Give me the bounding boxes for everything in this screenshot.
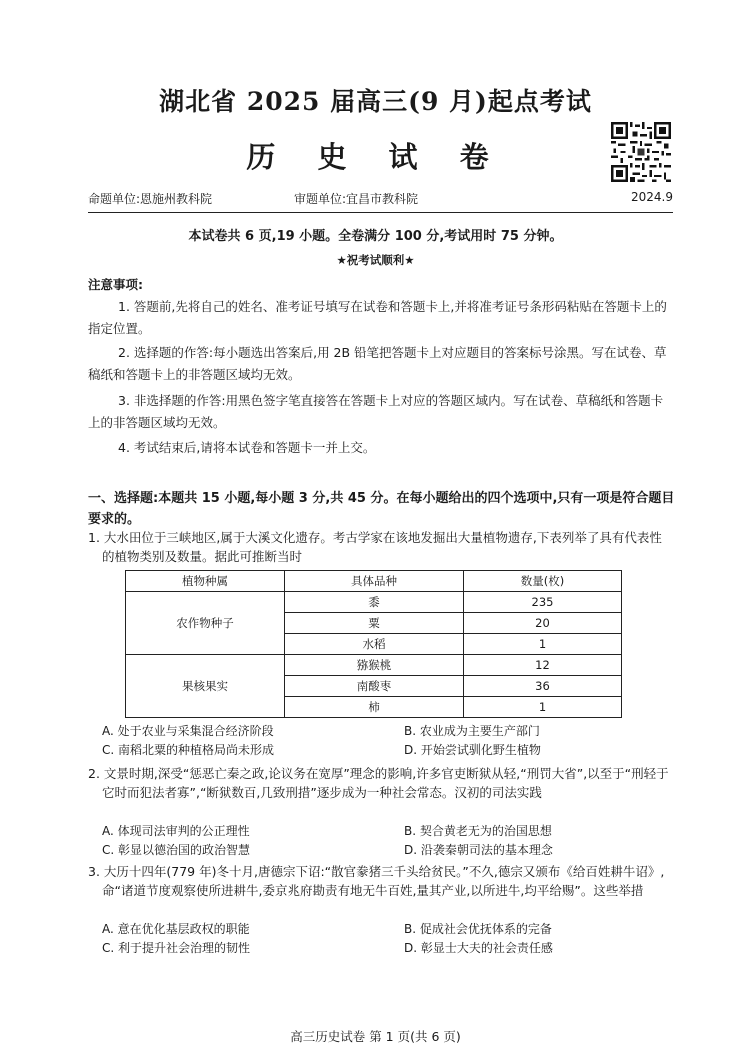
- review-unit: 审题单位:宜昌市教科院: [294, 192, 419, 206]
- exam-meta-row: [88, 190, 673, 210]
- table-header-cell: 植物种属: [126, 571, 285, 592]
- notice-item-2: 2. 选择题的作答:每小题选出答案后,用 2B 铅笔把答题卡上对应题目的答案标号涂黑。写在试卷、草稿纸和答题卡上的非答题区域均无效。: [88, 345, 667, 382]
- table-category-cell: 果核果实: [126, 655, 285, 718]
- option-a: A. 体现司法审判的公正理性: [102, 824, 250, 838]
- qr-code-icon: [611, 122, 671, 182]
- table-row: [126, 655, 622, 676]
- exam-summary: 本试卷共 6 页,19 小题。全卷满分 100 分,考试用时 75 分钟。: [188, 229, 563, 244]
- page-footer: 高三历史试卷 第 1 页(共 6 页): [290, 1029, 461, 1044]
- exam-title: 湖北省 2025 届高三(9 月)起点考试: [159, 87, 592, 116]
- option-a: A. 意在优化基层政权的职能: [102, 922, 250, 936]
- table-cell: 水稻: [285, 634, 464, 655]
- question-2-stem: 2. 文景时期,深受“惩恶亡秦之政,论议务在宽厚”理念的影响,许多官吏断狱从轻,“刑罚大省”,以至于“刑轻于它时而犯法者寡”,“断狱数百,几致刑措”逐步成为一种社会常态。汉初的司法实践: [88, 766, 669, 800]
- table-cell: 黍: [285, 592, 464, 613]
- option-c: C. 利于提升社会治理的韧性: [102, 941, 251, 955]
- plant-remains-table: [125, 570, 622, 718]
- good-luck-line: ★祝考试顺利★: [336, 253, 415, 267]
- table-cell: 南酸枣: [285, 676, 464, 697]
- notice-item-4: 4. 考试结束后,请将本试卷和答题卡一并上交。: [118, 440, 376, 455]
- question-3-stem: 3. 大历十四年(779 年)冬十月,唐德宗下诏:“散官豢猪三千头给贫民。”不久,德宗又颁布《给百姓耕牛诏》,命“诸道节度观察使所进耕牛,委京兆府勘责有地无牛百姓,量其产业,以所进牛,均平给赐”。这些举措: [88, 864, 665, 898]
- table-cell: 1: [464, 697, 622, 718]
- option-b: B. 促成社会优抚体系的完备: [404, 922, 552, 936]
- header-divider: [88, 212, 673, 213]
- question-1: [88, 528, 673, 566]
- exam-date: 2024.9: [631, 190, 673, 204]
- table-cell: 粟: [285, 613, 464, 634]
- option-d: D. 彰显士大夫的社会责任感: [404, 941, 553, 955]
- table-category-cell: 农作物种子: [126, 592, 285, 655]
- table-cell: 20: [464, 613, 622, 634]
- question-1-stem: 1. 大水田位于三峡地区,属于大溪文化遗存。考古学家在该地发掘出大量植物遗存,下表列举了具有代表性的植物类别及数量。据此可推断当时: [88, 530, 662, 564]
- table-cell: 235: [464, 592, 622, 613]
- option-c: C. 彰显以德治国的政治智慧: [102, 843, 251, 857]
- table-row: [126, 592, 622, 613]
- section-1-title: 一、选择题:本题共 15 小题,每小题 3 分,共 45 分。在每小题给出的四个选项中,只有一项是符合题目要求的。: [88, 491, 675, 527]
- author-unit: 命题单位:恩施州教科院: [88, 192, 213, 206]
- option-c: C. 南稻北粟的种植格局尚未形成: [102, 743, 275, 757]
- option-b: B. 农业成为主要生产部门: [404, 724, 540, 738]
- option-d: D. 开始尝试驯化野生植物: [404, 743, 541, 757]
- question-3: [88, 862, 673, 900]
- option-d: D. 沿袭秦朝司法的基本理念: [404, 843, 553, 857]
- table-header-cell: 具体品种: [285, 571, 464, 592]
- table-cell: 柿: [285, 697, 464, 718]
- table-header-cell: 数量(枚): [464, 571, 622, 592]
- table-cell: 12: [464, 655, 622, 676]
- notice-item-1: 1. 答题前,先将自己的姓名、准考证号填写在试卷和答题卡上,并将准考证号条形码粘贴在答题卡上的指定位置。: [88, 299, 667, 336]
- table-cell: 1: [464, 634, 622, 655]
- exam-subject-title: 历 史 试 卷: [246, 140, 505, 174]
- option-b: B. 契合黄老无为的治国思想: [404, 824, 552, 838]
- table-cell: 猕猴桃: [285, 655, 464, 676]
- option-a: A. 处于农业与采集混合经济阶段: [102, 724, 274, 738]
- notice-title: 注意事项:: [88, 277, 143, 292]
- table-cell: 36: [464, 676, 622, 697]
- notice-item-3: 3. 非选择题的作答:用黑色签字笔直接答在答题卡上对应的答题区域内。写在试卷、草稿纸和答题卡上的非答题区域均无效。: [88, 393, 664, 430]
- table-header-row: [126, 571, 622, 592]
- question-2: [88, 764, 673, 802]
